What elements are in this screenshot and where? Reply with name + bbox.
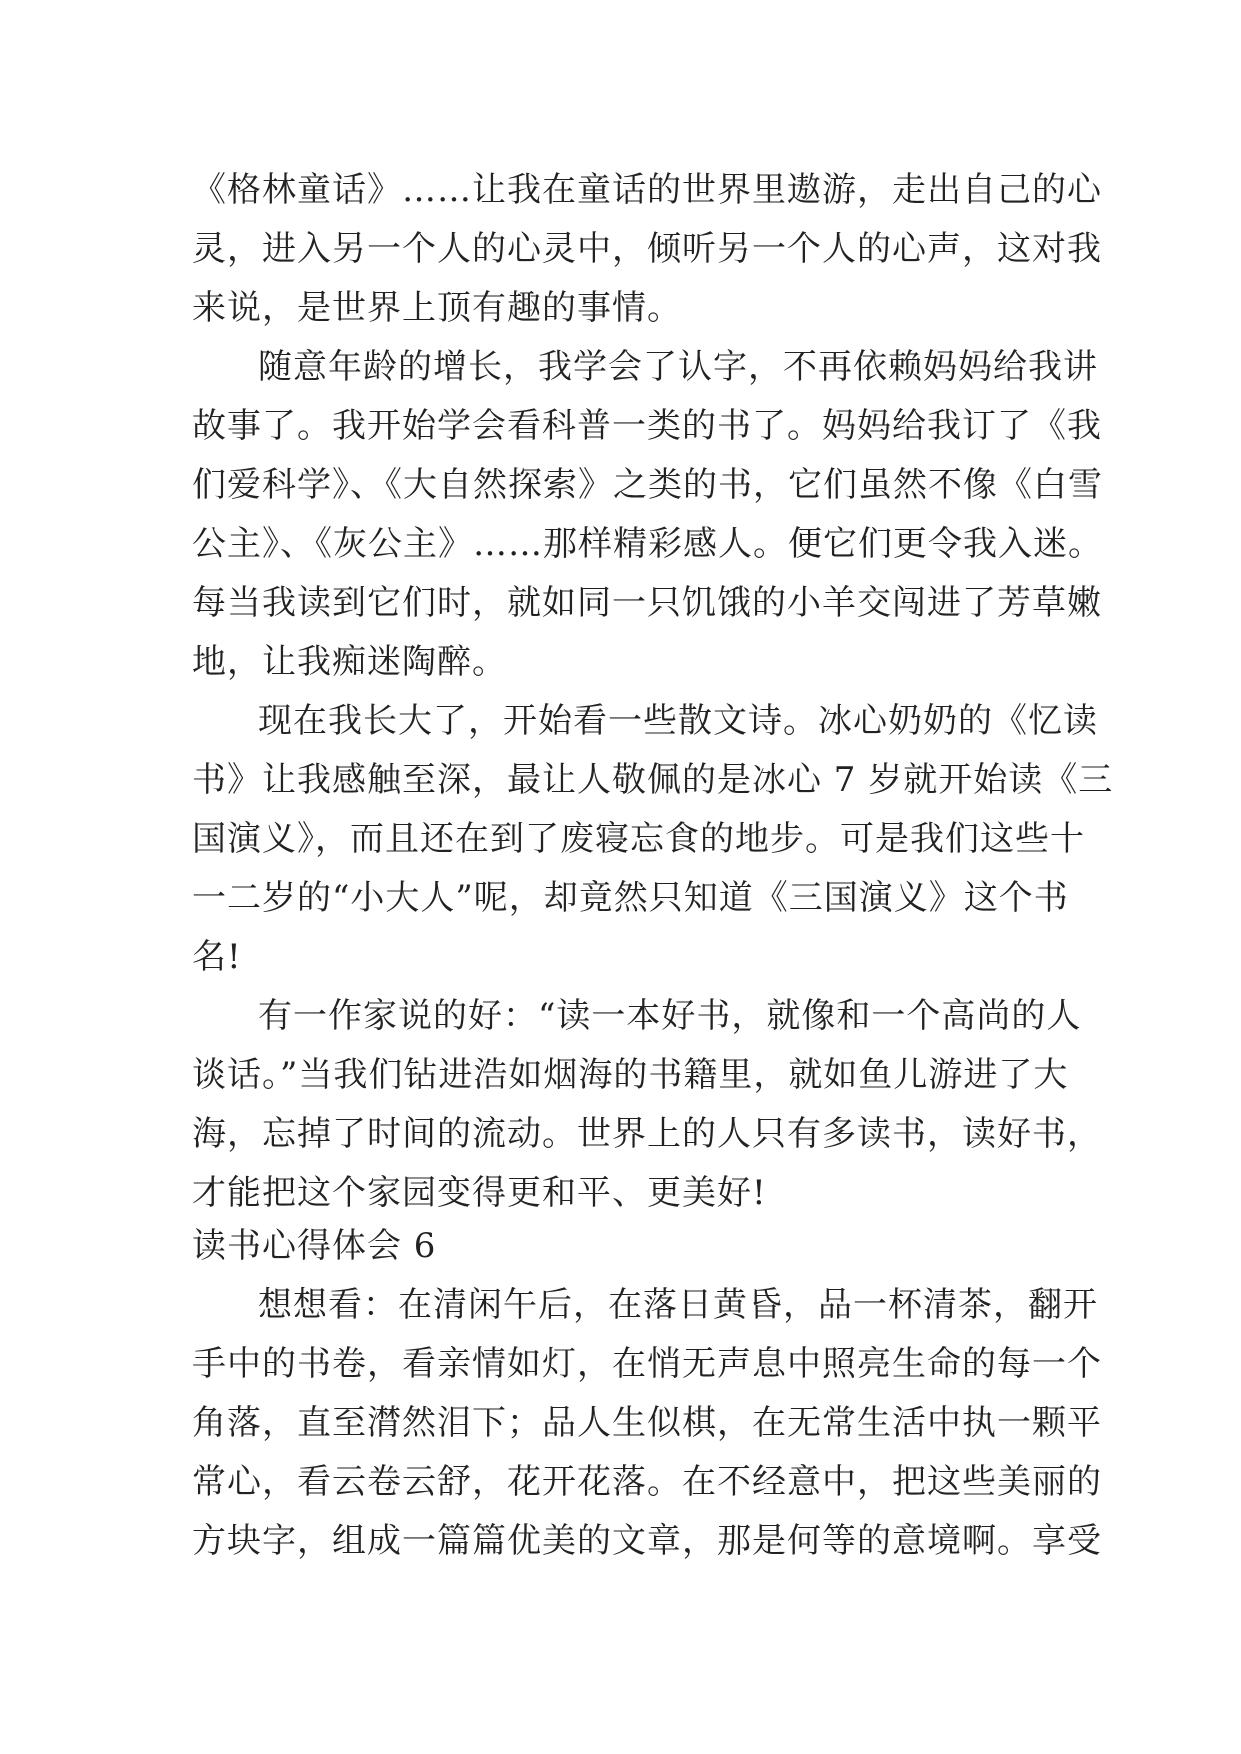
- text-line: 才能把这个家园变得更和平、更美好!: [192, 1173, 767, 1213]
- text-line: 们爱科学》、《大自然探索》之类的书，它们虽然不像《白雪: [192, 465, 1103, 505]
- text-line: 每当我读到它们时，就如同一只饥饿的小羊交闯进了芳草嫩: [192, 583, 1102, 623]
- text-line: 《格林童话》……让我在童话的世界里遨游，走出自己的心: [192, 170, 1102, 210]
- paragraph-start-line: 有一作家说的好：“读一本好书，就像和一个高尚的人: [258, 996, 1082, 1036]
- section-heading: 读书心得体会 6: [192, 1226, 437, 1266]
- text-line: 方块字，组成一篇篇优美的文章，那是何等的意境啊。享受: [192, 1521, 1102, 1561]
- text-line: 海，忘掉了时间的流动。世界上的人只有多读书，读好书，: [192, 1114, 1102, 1154]
- text-line: 国演义》，而且还在到了废寝忘食的地步。可是我们这些十: [192, 819, 1085, 859]
- text-line: 常心，看云卷云舒，花开花落。在不经意中，把这些美丽的: [192, 1462, 1102, 1502]
- paragraph-start-line: 随意年龄的增长，我学会了认字，不再依赖妈妈给我讲: [258, 347, 1098, 387]
- text-line: 一二岁的“小大人”呢，却竟然只知道《三国演义》这个书: [192, 878, 1069, 918]
- text-line: 书》让我感触至深，最让人敬佩的是冰心 7 岁就开始读《三: [192, 760, 1114, 800]
- text-line: 角落，直至潸然泪下；品人生似棋，在无常生活中执一颗平: [192, 1403, 1102, 1443]
- text-line: 故事了。我开始学会看科普一类的书了。妈妈给我订了《我: [192, 406, 1102, 446]
- text-line: 来说，是世界上顶有趣的事情。: [192, 288, 682, 328]
- text-line: 名!: [192, 937, 242, 977]
- paragraph-start-line: 想想看：在清闲午后，在落日黄昏，品一杯清茶，翻开: [258, 1285, 1098, 1325]
- paragraph-start-line: 现在我长大了，开始看一些散文诗。冰心奶奶的《忆读: [258, 701, 1098, 741]
- text-line: 手中的书卷，看亲情如灯，在悄无声息中照亮生命的每一个: [192, 1344, 1102, 1384]
- text-line: 地，让我痴迷陶醉。: [192, 642, 507, 682]
- text-line: 公主》、《灰公主》……那样精彩感人。便它们更令我入迷。: [192, 524, 1103, 564]
- text-line: 灵，进入另一个人的心灵中，倾听另一个人的心声，这对我: [192, 229, 1102, 269]
- text-line: 谈话。”当我们钻进浩如烟海的书籍里，就如鱼儿游进了大: [192, 1055, 1069, 1095]
